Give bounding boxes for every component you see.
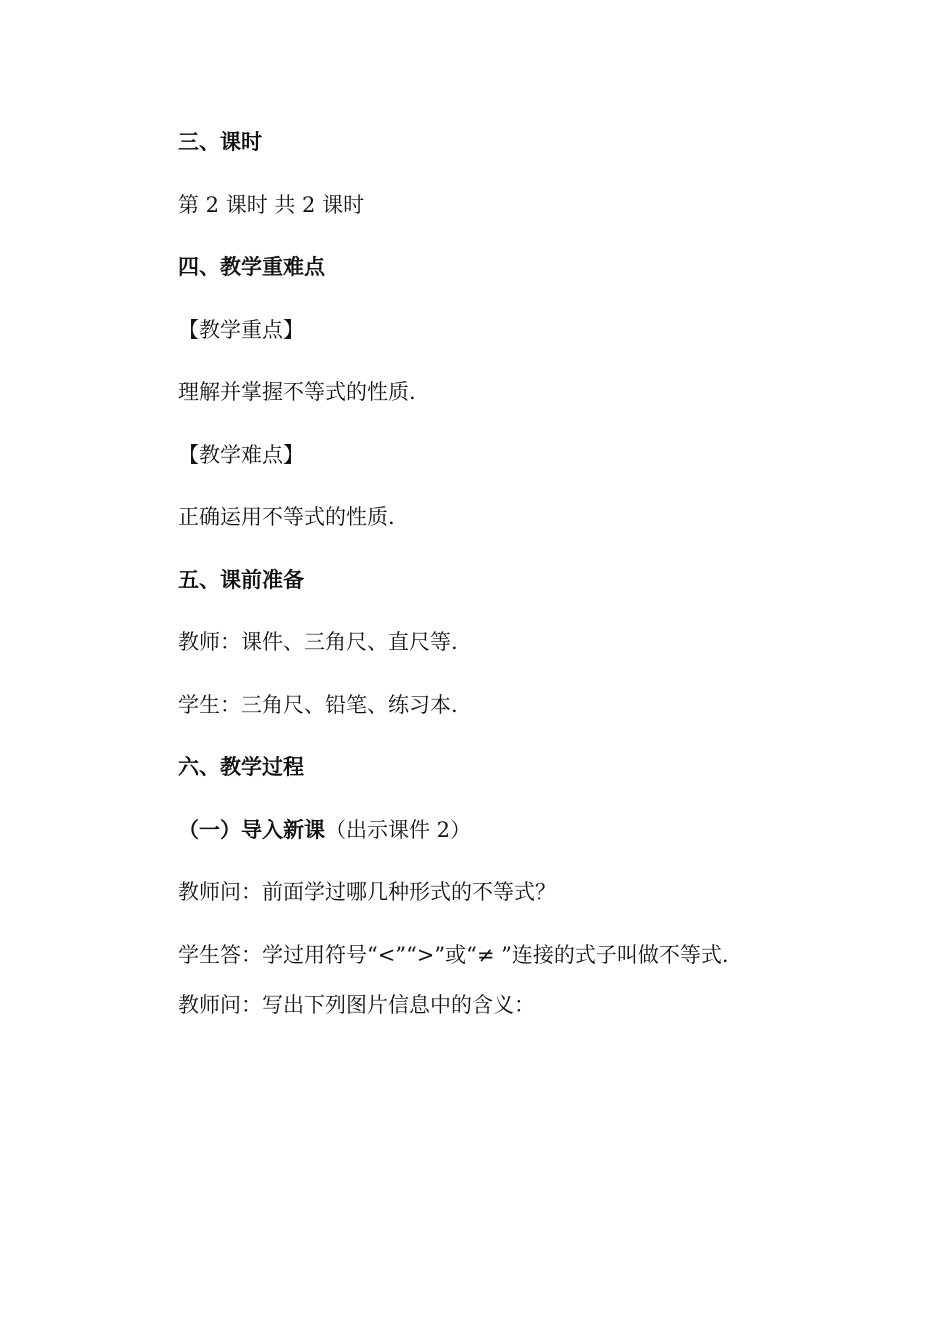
section-heading-key-difficult-points: 四、教学重难点 [178, 254, 325, 279]
teacher-question-1: 教师问：前面学过哪几种形式的不等式？ [178, 880, 556, 904]
section-heading-teaching-process: 六、教学过程 [178, 754, 304, 779]
section-heading-class-hours: 三、课时 [178, 129, 262, 154]
subsection-intro-note: （出示课件 2） [325, 818, 472, 842]
student-answer-1: 学生答：学过用符号“<”“>”或“≠ ”连接的式子叫做不等式. [178, 943, 729, 967]
subsection-intro-line [178, 816, 471, 844]
key-point-text: 理解并掌握不等式的性质. [178, 380, 416, 404]
difficulty-label: 【教学难点】 [178, 443, 304, 467]
teacher-question-2: 教师问：写出下列图片信息中的含义： [178, 993, 535, 1017]
teacher-preparation-text: 教师：课件、三角尺、直尺等. [178, 630, 458, 654]
class-hours-text: 第 2 课时 共 2 课时 [178, 193, 365, 217]
section-heading-preparation: 五、课前准备 [178, 567, 304, 592]
subsection-intro-title: （一）导入新课 [178, 817, 325, 842]
key-point-label: 【教学重点】 [178, 318, 304, 342]
difficulty-text: 正确运用不等式的性质. [178, 505, 395, 529]
student-preparation-text: 学生：三角尺、铅笔、练习本. [178, 693, 458, 717]
